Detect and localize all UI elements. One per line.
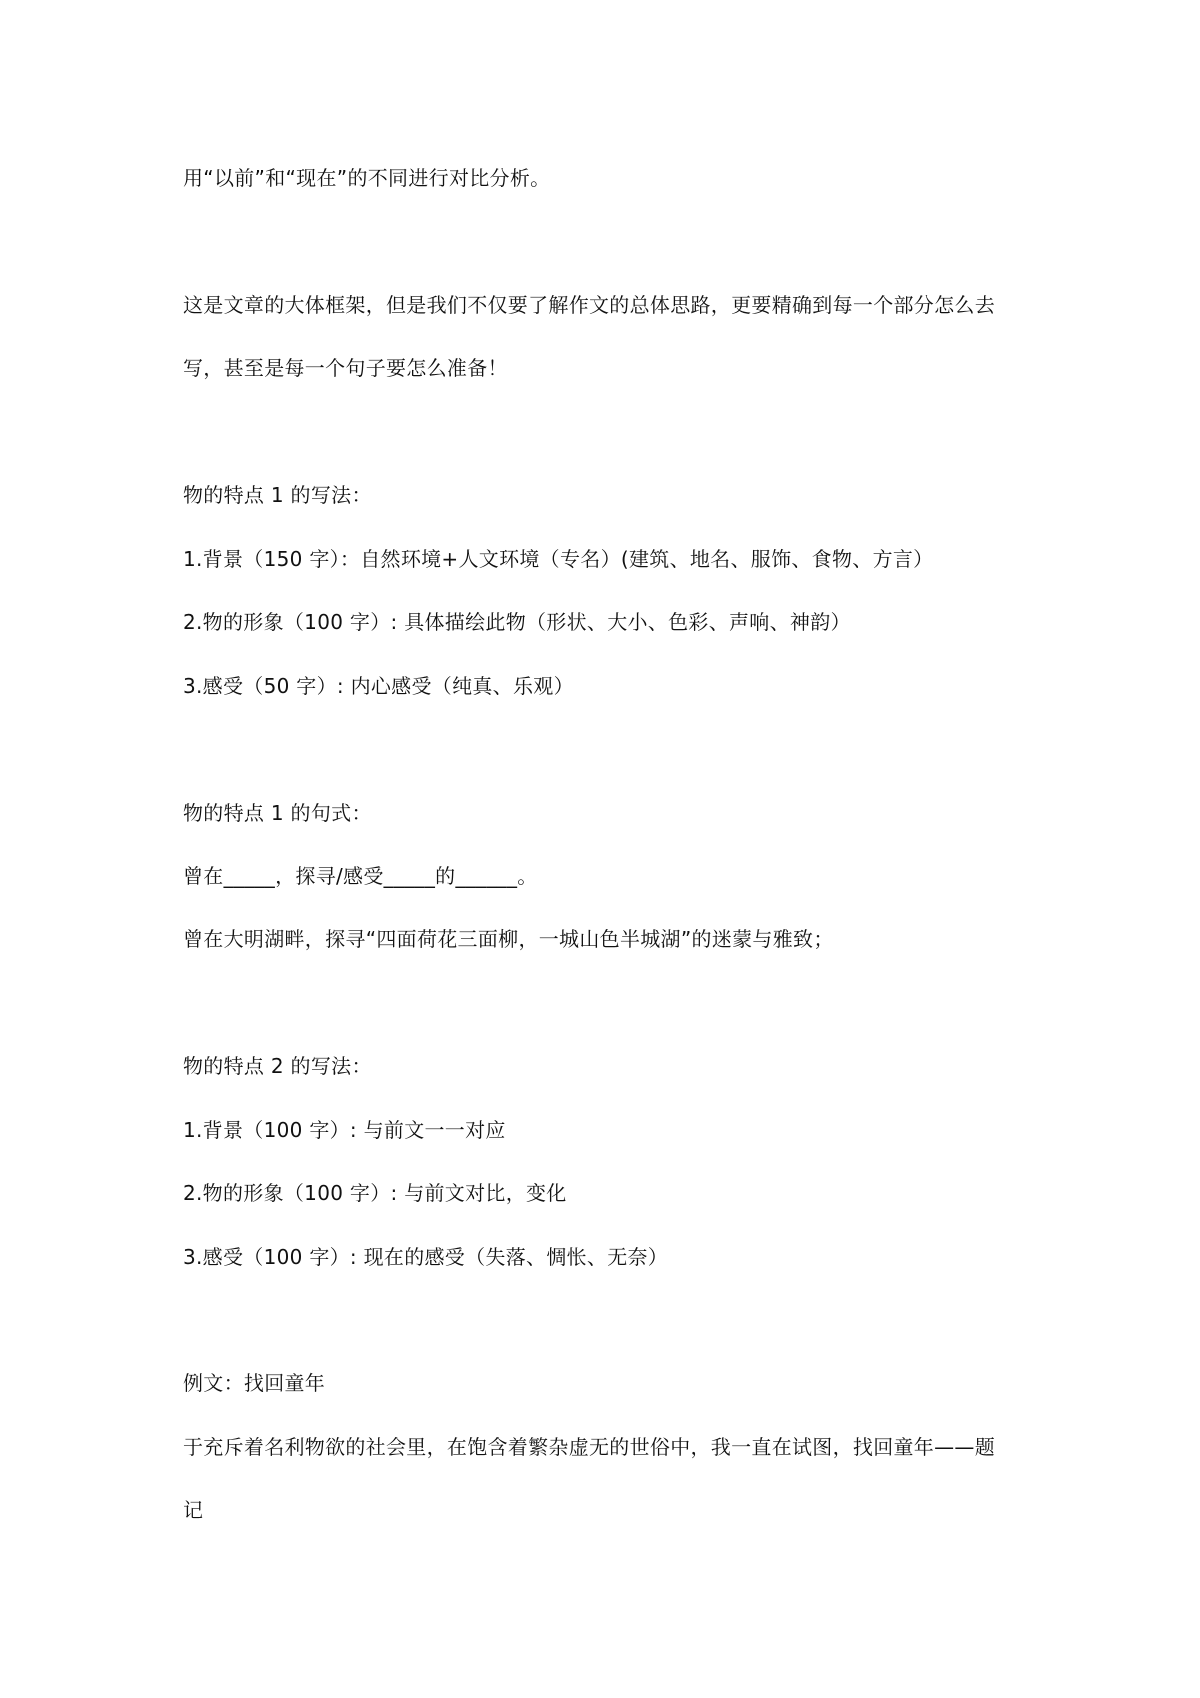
example-essay-epigraph-line-1: 于充斥着名利物欲的社会里，在饱含着繁杂虚无的世俗中，我一直在试图，找回童年——题	[183, 1435, 995, 1459]
list-item-feeling-100: 3.感受（100 字）: 现在的感受（失落、惆怅、无奈）	[183, 1245, 669, 1269]
list-item-image-contrast: 2.物的形象（100 字）: 与前文对比，变化	[183, 1181, 567, 1205]
sentence-example: 曾在大明湖畔，探寻“四面荷花三面柳，一城山色半城湖”的迷蒙与雅致；	[183, 927, 834, 951]
list-item-feeling-50: 3.感受（50 字）: 内心感受（纯真、乐观）	[183, 674, 574, 698]
section-heading-feature-1-sentence: 物的特点 1 的句式：	[183, 801, 372, 825]
list-item-image-100: 2.物的形象（100 字）: 具体描绘此物（形状、大小、色彩、声响、神韵）	[183, 610, 851, 634]
example-essay-epigraph-line-2: 记	[183, 1498, 204, 1522]
paragraph-framework-line-1: 这是文章的大体框架，但是我们不仅要了解作文的总体思路，更要精确到每一个部分怎么去	[183, 293, 995, 317]
paragraph-framework-line-2: 写，甚至是每一个句子要怎么准备！	[183, 356, 508, 380]
example-essay-title: 例文：找回童年	[183, 1371, 326, 1395]
paragraph-comparison-note: 用“以前”和“现在”的不同进行对比分析。	[183, 166, 551, 190]
list-item-background-100: 1.背景（100 字）: 与前文一一对应	[183, 1118, 506, 1142]
section-heading-feature-1-writing: 物的特点 1 的写法：	[183, 483, 372, 507]
list-item-background-150: 1.背景（150 字）：自然环境+人文环境（专名）(建筑、地名、服饰、食物、方言）	[183, 547, 934, 571]
section-heading-feature-2-writing: 物的特点 2 的写法：	[183, 1054, 372, 1078]
sentence-template: 曾在_____，探寻/感受_____的______。	[183, 864, 538, 888]
